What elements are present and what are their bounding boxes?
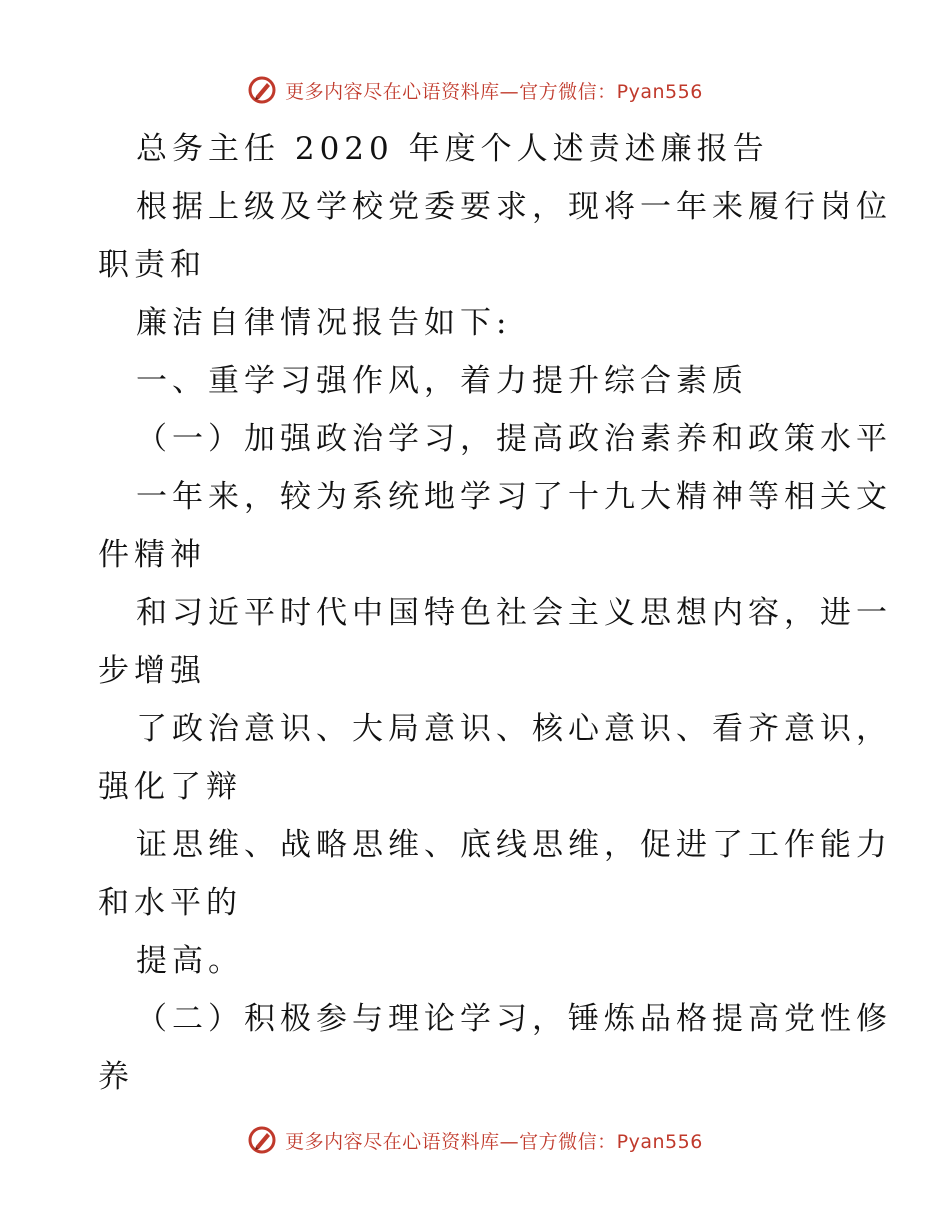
pen-logo-icon bbox=[247, 75, 277, 105]
paragraph-line: 一年来，较为系统地学习了十九大精神等相关文 bbox=[136, 479, 892, 515]
paragraph-line: （二）积极参与理论学习，锤炼品格提高党性修 bbox=[136, 1001, 892, 1037]
banner-text: 更多内容尽在心语资料库—官方微信：Pyan556 bbox=[285, 1130, 703, 1153]
paragraph-line: 提高。 bbox=[136, 943, 244, 979]
paragraph-line: 根据上级及学校党委要求，现将一年来履行岗位 bbox=[136, 189, 892, 225]
paragraph-line: 步增强 bbox=[98, 653, 206, 689]
paragraph-line: 证思维、战略思维、底线思维，促进了工作能力 bbox=[136, 827, 892, 863]
footer-banner bbox=[0, 1120, 950, 1160]
paragraph-line: 了政治意识、大局意识、核心意识、看齐意识， bbox=[136, 711, 892, 747]
document-body bbox=[98, 120, 892, 1106]
banner-text: 更多内容尽在心语资料库—官方微信：Pyan556 bbox=[285, 80, 703, 103]
header-banner bbox=[0, 70, 950, 110]
paragraph-line: 一、重学习强作风，着力提升综合素质 bbox=[136, 363, 748, 399]
paragraph-line: 和习近平时代中国特色社会主义思想内容，进一 bbox=[136, 595, 892, 631]
paragraph-line: 廉洁自律情况报告如下: bbox=[136, 305, 512, 341]
paragraph-line: 件精神 bbox=[98, 537, 206, 573]
paragraph-line: 强化了辩 bbox=[98, 769, 242, 805]
paragraph-line: 总务主任 2020 年度个人述责述廉报告 bbox=[136, 131, 769, 167]
paragraph-line: 养 bbox=[98, 1059, 134, 1095]
paragraph-line: （一）加强政治学习，提高政治素养和政策水平 bbox=[136, 421, 892, 457]
paragraph-line: 职责和 bbox=[98, 247, 206, 283]
paragraph-line: 和水平的 bbox=[98, 885, 242, 921]
pen-logo-icon bbox=[247, 1125, 277, 1155]
